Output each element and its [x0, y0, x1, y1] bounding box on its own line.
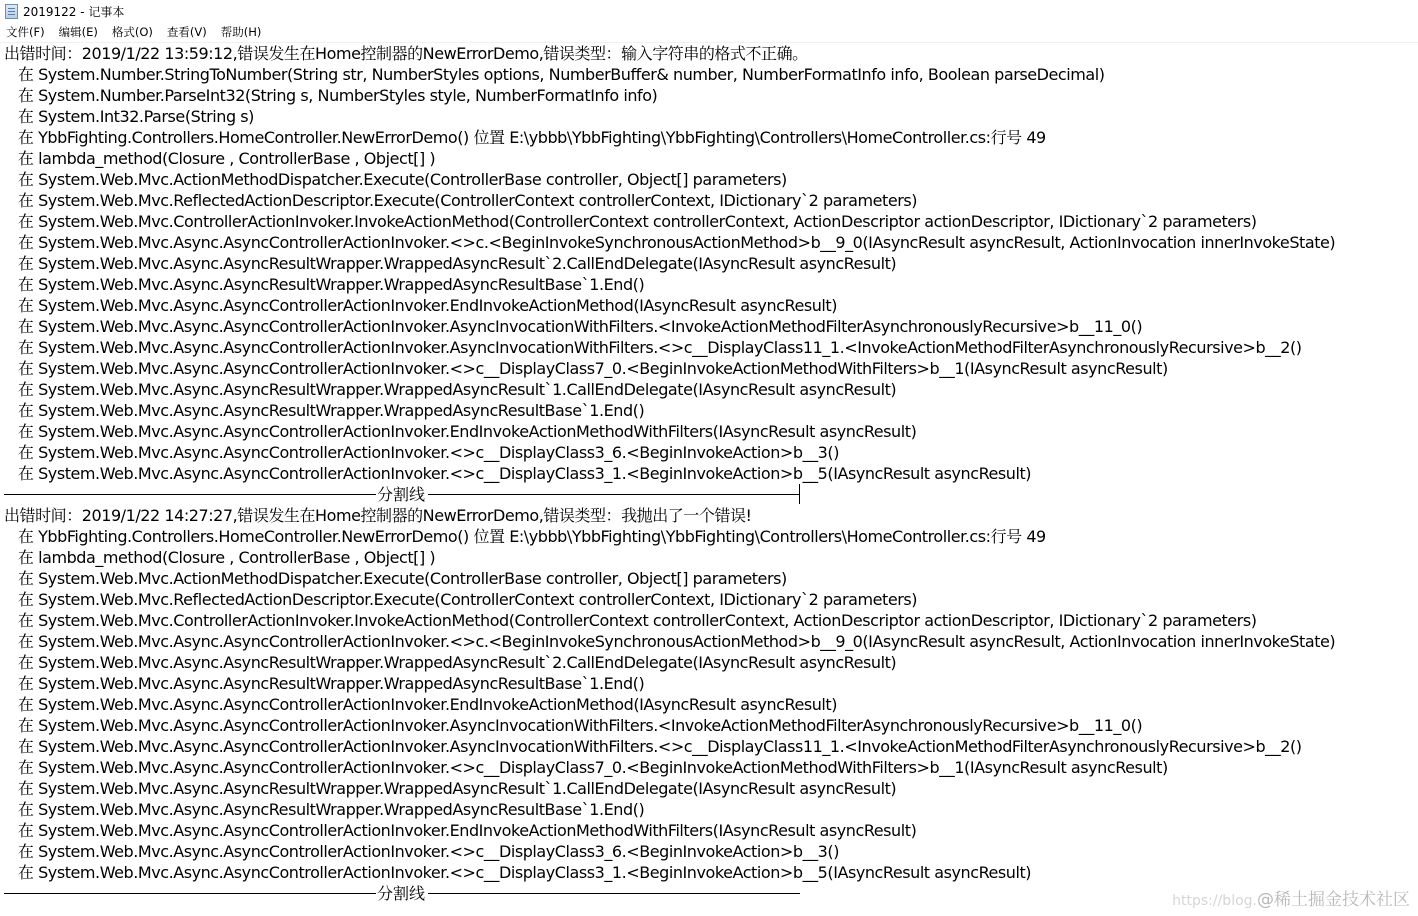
- stack-trace-line: 在 System.Web.Mvc.Async.AsyncControllerActionInvoker.<>c__DisplayClass3_1.<BeginInvokeAction>b__5(IAsyncResult asyncResult): [4, 464, 1032, 483]
- stack-trace-line: 在 System.Web.Mvc.ActionMethodDispatcher.Execute(ControllerBase controller, Object[] parameters): [4, 170, 787, 189]
- stack-trace-line: 在 YbbFighting.Controllers.HomeController.NewErrorDemo() 位置 E:\ybbb\YbbFighting\YbbFighting\Controllers\HomeController.cs:行号 49: [4, 128, 1046, 147]
- stack-trace-line: 在 System.Web.Mvc.Async.AsyncResultWrapper.WrappedAsyncResultBase`1.End(): [4, 401, 645, 420]
- menu-help[interactable]: 帮助(H): [220, 25, 262, 39]
- menu-edit[interactable]: 编辑(E): [58, 25, 98, 39]
- stack-trace-line: 在 System.Web.Mvc.ActionMethodDispatcher.Execute(ControllerBase controller, Object[] parameters): [4, 569, 787, 588]
- error-header-line: 出错时间：2019/1/22 14:27:27,错误发生在Home控制器的NewErrorDemo,错误类型：我抛出了一个错误!: [4, 506, 752, 525]
- menu-file[interactable]: 文件(F): [6, 25, 45, 39]
- stack-trace-line: 在 System.Web.Mvc.Async.AsyncControllerActionInvoker.EndInvokeActionMethodWithFilters(IAsyncResult asyncResult): [4, 821, 917, 840]
- watermark-url: https://blog.: [1172, 893, 1257, 909]
- stack-trace-line: 在 System.Number.StringToNumber(String str, NumberStyles options, NumberBuffer& number, NumberFormatInfo info, Boolean parseDecimal): [4, 65, 1105, 84]
- stack-trace-line: 在 System.Web.Mvc.Async.AsyncControllerActionInvoker.AsyncInvocationWithFilters.<>c__DisplayClass11_1.<InvokeActionMethodFilterAsynchronouslyRecursive>b__2(): [4, 338, 1302, 357]
- separator-line: [4, 883, 804, 904]
- separator-rule-left: [4, 494, 376, 495]
- stack-trace-line: 在 System.Web.Mvc.Async.AsyncResultWrapper.WrappedAsyncResult`2.CallEndDelegate(IAsyncResult asyncResult): [4, 254, 897, 273]
- text-editor-area[interactable]: [0, 43, 1418, 916]
- stack-trace-line: 在 System.Web.Mvc.Async.AsyncControllerActionInvoker.<>c__DisplayClass3_6.<BeginInvokeAction>b__3(): [4, 443, 839, 462]
- stack-trace-line: 在 System.Web.Mvc.Async.AsyncControllerActionInvoker.AsyncInvocationWithFilters.<InvokeActionMethodFilterAsynchronouslyRecursive>b__11_0(): [4, 317, 1143, 336]
- stack-trace-line: 在 System.Web.Mvc.Async.AsyncControllerActionInvoker.<>c__DisplayClass3_6.<BeginInvokeAction>b__3(): [4, 842, 839, 861]
- separator-rule-right: [428, 494, 800, 495]
- stack-trace-line: 在 System.Web.Mvc.Async.AsyncControllerActionInvoker.<>c.<BeginInvokeSynchronousActionMethod>b__9_0(IAsyncResult asyncResult, ActionInvocation innerInvokeState): [4, 233, 1336, 252]
- separator-label: 分割线: [377, 884, 426, 903]
- stack-trace-line: 在 System.Web.Mvc.ControllerActionInvoker.InvokeActionMethod(ControllerContext controllerContext, ActionDescriptor actionDescriptor, IDictionary`2 parameters): [4, 212, 1257, 231]
- error-header-line: 出错时间：2019/1/22 13:59:12,错误发生在Home控制器的NewErrorDemo,错误类型：输入字符串的格式不正确。: [4, 44, 808, 63]
- watermark-brand: @稀土掘金技术社区: [1257, 890, 1410, 910]
- stack-trace-line: 在 System.Web.Mvc.Async.AsyncControllerActionInvoker.EndInvokeActionMethod(IAsyncResult asyncResult): [4, 296, 838, 315]
- stack-trace-line: 在 lambda_method(Closure , ControllerBase , Object[] ): [4, 149, 436, 168]
- title-bar: [0, 0, 1418, 22]
- watermark: [1172, 885, 1410, 910]
- stack-trace-line: 在 System.Web.Mvc.Async.AsyncResultWrapper.WrappedAsyncResultBase`1.End(): [4, 275, 645, 294]
- stack-trace-line: 在 System.Int32.Parse(String s): [4, 107, 254, 126]
- stack-trace-line: 在 System.Web.Mvc.Async.AsyncControllerActionInvoker.AsyncInvocationWithFilters.<>c__DisplayClass11_1.<InvokeActionMethodFilterAsynchronouslyRecursive>b__2(): [4, 737, 1302, 756]
- stack-trace-line: 在 System.Web.Mvc.Async.AsyncResultWrapper.WrappedAsyncResult`2.CallEndDelegate(IAsyncResult asyncResult): [4, 653, 897, 672]
- stack-trace-line: 在 System.Web.Mvc.Async.AsyncControllerActionInvoker.<>c__DisplayClass7_0.<BeginInvokeActionMethodWithFilters>b__1(IAsyncResult asyncResult): [4, 359, 1168, 378]
- window-title: 2019122 - 记事本: [23, 4, 125, 19]
- stack-trace-line: 在 System.Web.Mvc.Async.AsyncResultWrapper.WrappedAsyncResultBase`1.End(): [4, 800, 645, 819]
- menu-format[interactable]: 格式(O): [111, 25, 153, 39]
- stack-trace-line: 在 lambda_method(Closure , ControllerBase , Object[] ): [4, 548, 436, 567]
- separator-label: 分割线: [377, 485, 426, 504]
- stack-trace-line: 在 System.Web.Mvc.ControllerActionInvoker.InvokeActionMethod(ControllerContext controllerContext, ActionDescriptor actionDescriptor, IDictionary`2 parameters): [4, 611, 1257, 630]
- stack-trace-line: 在 System.Web.Mvc.Async.AsyncControllerActionInvoker.AsyncInvocationWithFilters.<InvokeActionMethodFilterAsynchronouslyRecursive>b__11_0(): [4, 716, 1143, 735]
- stack-trace-line: 在 System.Web.Mvc.Async.AsyncResultWrapper.WrappedAsyncResult`1.CallEndDelegate(IAsyncResult asyncResult): [4, 380, 897, 399]
- stack-trace-line: 在 System.Web.Mvc.ReflectedActionDescriptor.Execute(ControllerContext controllerContext, IDictionary`2 parameters): [4, 590, 918, 609]
- separator-line: [4, 484, 804, 505]
- stack-trace-line: 在 System.Web.Mvc.Async.AsyncControllerActionInvoker.<>c__DisplayClass3_1.<BeginInvokeAction>b__5(IAsyncResult asyncResult): [4, 863, 1032, 882]
- separator-rule-left: [4, 893, 376, 894]
- stack-trace-line: 在 System.Web.Mvc.Async.AsyncResultWrapper.WrappedAsyncResultBase`1.End(): [4, 674, 645, 693]
- menu-bar: [0, 22, 1418, 43]
- stack-trace-line: 在 System.Web.Mvc.Async.AsyncControllerActionInvoker.EndInvokeActionMethodWithFilters(IAsyncResult asyncResult): [4, 422, 917, 441]
- separator-rule-right: [428, 893, 800, 894]
- stack-trace-line: 在 System.Web.Mvc.Async.AsyncResultWrapper.WrappedAsyncResult`1.CallEndDelegate(IAsyncResult asyncResult): [4, 779, 897, 798]
- stack-trace-line: 在 System.Web.Mvc.Async.AsyncControllerActionInvoker.<>c__DisplayClass7_0.<BeginInvokeActionMethodWithFilters>b__1(IAsyncResult asyncResult): [4, 758, 1168, 777]
- stack-trace-line: 在 YbbFighting.Controllers.HomeController.NewErrorDemo() 位置 E:\ybbb\YbbFighting\YbbFighting\Controllers\HomeController.cs:行号 49: [4, 527, 1046, 546]
- stack-trace-line: 在 System.Number.ParseInt32(String s, NumberStyles style, NumberFormatInfo info): [4, 86, 658, 105]
- notepad-icon: [5, 4, 18, 19]
- stack-trace-line: 在 System.Web.Mvc.ReflectedActionDescriptor.Execute(ControllerContext controllerContext, IDictionary`2 parameters): [4, 191, 918, 210]
- stack-trace-line: 在 System.Web.Mvc.Async.AsyncControllerActionInvoker.EndInvokeActionMethod(IAsyncResult asyncResult): [4, 695, 838, 714]
- menu-view[interactable]: 查看(V): [166, 25, 207, 39]
- stack-trace-line: 在 System.Web.Mvc.Async.AsyncControllerActionInvoker.<>c.<BeginInvokeSynchronousActionMethod>b__9_0(IAsyncResult asyncResult, ActionInvocation innerInvokeState): [4, 632, 1336, 651]
